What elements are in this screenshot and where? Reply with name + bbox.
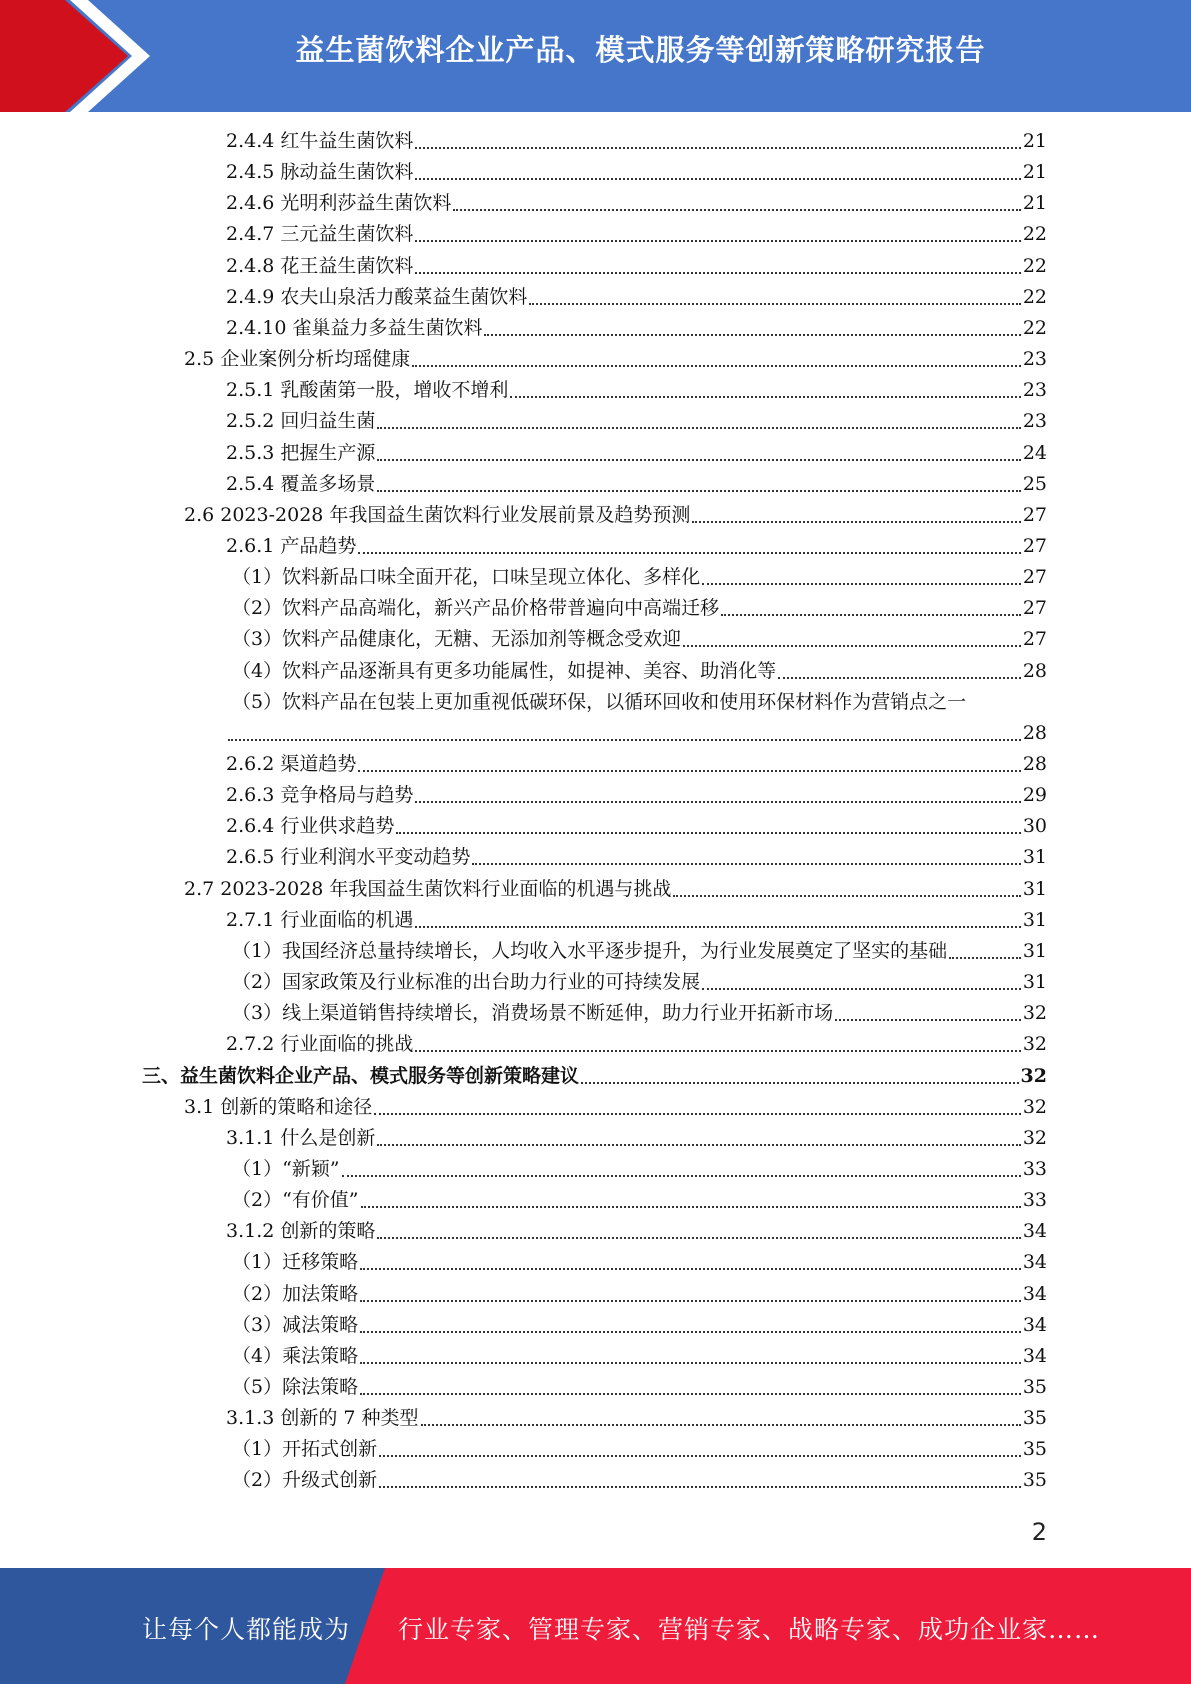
toc-entry-page: 33 [1022,1189,1047,1212]
toc-entry[interactable] [226,375,1047,406]
toc-leader-dots [835,1019,1021,1021]
toc-entry[interactable] [232,562,1047,593]
toc-entry[interactable] [184,500,1047,531]
toc-leader-dots [379,1455,1021,1457]
toc-entry[interactable] [232,1341,1047,1372]
toc-entry[interactable] [232,1154,1047,1185]
toc-leader-dots [510,396,1020,398]
toc-entry-page: 23 [1022,410,1047,433]
toc-entry-title: （2）加法策略 [232,1282,359,1305]
toc-entry-title: 2.7.1 行业面临的机遇 [226,908,414,931]
toc-entry-title: （4）饮料产品逐渐具有更多功能属性，如提神、美容、助消化等 [232,659,777,682]
toc-entry[interactable] [226,406,1047,437]
toc-entry-page: 32 [1022,1033,1047,1056]
toc-entry[interactable] [226,718,1047,749]
toc-entry-title: 2.6.1 产品趋势 [226,534,357,557]
toc-entry[interactable] [232,1310,1047,1341]
toc-entry-page: 22 [1022,254,1047,277]
report-title: 益生菌饮料企业产品、模式服务等创新策略研究报告 [295,33,986,67]
toc-entry-title: 2.4.8 花王益生菌饮料 [226,254,414,277]
toc-entry-page: 27 [1022,628,1047,651]
toc-leader-dots [484,334,1020,336]
toc-entry-page: 32 [1022,1095,1047,1118]
toc-leader-dots [360,1268,1021,1270]
toc-entry-title: （2）升级式创新 [232,1469,378,1492]
toc-entry-page: 35 [1022,1469,1047,1492]
toc-entry-page: 35 [1022,1376,1047,1398]
toc-entry[interactable] [226,1403,1047,1434]
toc-entry[interactable] [184,344,1047,375]
toc-entry-page: 35 [1022,1438,1047,1461]
toc-entry-title: 2.6.5 行业利润水平变动趋势 [226,846,471,869]
toc-entry-title: 三、益生菌饮料企业产品、模式服务等创新策略建议 [142,1064,580,1087]
toc-entry-page: 27 [1022,566,1047,589]
toc-entry-page: 34 [1022,1282,1047,1305]
toc-entry-page: 28 [1022,721,1047,744]
toc-entry-page: 21 [1022,192,1047,215]
toc-entry[interactable] [226,1123,1047,1154]
toc-entry[interactable] [226,438,1047,469]
toc-entry-page: 32 [1022,1126,1047,1149]
toc-entry[interactable] [142,1061,1047,1092]
toc-entry[interactable] [226,1029,1047,1060]
toc-leader-dots [377,427,1020,429]
toc-entry[interactable] [232,1185,1047,1216]
toc-leader-dots [342,1175,1021,1177]
toc-leader-dots [377,490,1020,492]
toc-leader-dots [673,895,1020,897]
toc-entry-title: （3）饮料产品健康化，无糖、无添加剂等概念受欢迎 [232,628,682,651]
toc-leader-dots [396,832,1020,834]
toc-entry[interactable] [226,219,1047,250]
toc-leader-dots [360,1331,1021,1333]
toc-entry-title: 2.6.3 竞争格局与趋势 [226,784,414,807]
toc-entry[interactable] [232,998,1047,1029]
toc-entry[interactable] [232,1247,1047,1278]
toc-entry-title: 2.7 2023-2028 年我国益生菌饮料行业面临的机遇与挑战 [184,877,672,900]
toc-leader-dots [377,1144,1020,1146]
toc-leader-dots [360,1300,1021,1302]
toc-entry-title: 2.5 企业案例分析均瑶健康 [184,348,411,371]
toc-leader-dots [228,739,1021,741]
toc-leader-dots [374,1113,1021,1115]
page-footer [0,1568,1191,1684]
toc-entry-title: （5）饮料产品在包装上更加重视低碳环保，以循环回收和使用环保材料作为营销点之一 [232,690,967,713]
toc-entry[interactable] [226,188,1047,219]
toc-entry-title: （4）乘法策略 [232,1344,359,1367]
toc-entry-title: 3.1 创新的策略和途径 [184,1095,373,1118]
toc-entry[interactable] [226,749,1047,780]
toc-entry-title: 2.5.1 乳酸菌第一股，增收不增利 [226,379,509,402]
toc-entry[interactable] [232,593,1047,624]
toc-entry-title: （5）除法策略 [232,1376,359,1398]
toc-entry-page: 29 [1022,784,1047,807]
toc-entry-page: 27 [1022,597,1047,620]
toc-entry-title: （1）开拓式创新 [232,1438,378,1461]
toc-entry-page: 28 [1022,753,1047,775]
toc-leader-dots [358,552,1020,554]
toc-leader-dots [453,209,1020,211]
toc-leader-dots [415,272,1020,274]
toc-entry-title: 2.4.6 光明利莎益生菌饮料 [226,192,452,215]
toc-entry-page: 27 [1022,503,1047,526]
toc-entry-title: （3）线上渠道销售持续增长，消费场景不断延伸，助力行业开拓新市场 [232,1002,834,1025]
toc-entry[interactable] [232,1434,1047,1465]
toc-entry-title: 2.4.10 雀巢益力多益生菌饮料 [226,316,483,339]
toc-entry[interactable] [226,905,1047,936]
toc-entry[interactable] [226,126,1047,157]
toc-entry-page: 34 [1022,1220,1047,1243]
toc-leader-dots [361,1206,1021,1208]
toc-entry-page: 22 [1022,285,1047,308]
toc-entry-title: 2.5.3 把握生产源 [226,441,376,464]
toc-entry[interactable] [232,936,1047,967]
toc-entry-page: 23 [1022,379,1047,402]
toc-entry[interactable] [232,687,1047,718]
toc-entry-title: （1）“新颖” [232,1157,340,1180]
toc-entry-page: 34 [1022,1251,1047,1274]
toc-entry-page: 22 [1022,316,1047,339]
toc-leader-dots [778,677,1021,679]
toc-entry[interactable] [232,624,1047,655]
toc-entry-page: 22 [1022,223,1047,246]
toc-leader-dots [421,1424,1021,1426]
toc-entry-title: （2）“有价值” [232,1189,359,1212]
toc-entry[interactable] [226,157,1047,188]
toc-leader-dots [415,178,1020,180]
toc-entry-title: （2）国家政策及行业标准的出台助力行业的可持续发展 [232,971,701,994]
toc-entry-page: 35 [1022,1407,1047,1430]
toc-leader-dots [529,303,1020,305]
toc-entry-title: 3.1.1 什么是创新 [226,1126,376,1149]
toc-entry-page: 21 [1022,130,1047,152]
toc-entry-title: 2.7.2 行业面临的挑战 [226,1033,414,1056]
toc-leader-dots [415,240,1020,242]
toc-entry-title: 2.5.4 覆盖多场景 [226,472,376,495]
toc-entry[interactable] [226,842,1047,873]
toc-entry-title: 2.4.4 红牛益生菌饮料 [226,130,414,152]
toc-leader-dots [360,1362,1021,1364]
toc-leader-dots [692,521,1020,523]
toc-leader-dots [415,147,1020,149]
toc-entry[interactable] [226,531,1047,562]
toc-entry-page: 32 [1020,1064,1047,1087]
toc-entry-title: 2.4.7 三元益生菌饮料 [226,223,414,246]
footer-slogan-left: 让每个人都能成为 [142,1615,351,1644]
toc-entry[interactable] [232,1372,1047,1403]
toc-entry[interactable] [232,656,1047,687]
toc-leader-dots [415,1050,1020,1052]
toc-leader-dots [581,1082,1019,1084]
toc-entry-page: 27 [1022,534,1047,557]
toc-entry-page: 34 [1022,1313,1047,1336]
toc-leader-dots [412,365,1021,367]
toc-entry-page: 31 [1022,908,1047,931]
toc-leader-dots [358,770,1020,772]
toc-entry-page: 31 [1022,939,1047,962]
toc-leader-dots [683,645,1021,647]
toc-entry-page: 31 [1022,846,1047,869]
toc-entry[interactable] [226,780,1047,811]
footer-slogan-right: 行业专家、管理专家、营销专家、战略专家、成功企业家…… [398,1615,1101,1644]
toc-entry-page: 25 [1022,472,1047,495]
toc-entry[interactable] [232,1279,1047,1310]
toc-entry[interactable] [232,967,1047,998]
toc-entry-title: 2.6 2023-2028 年我国益生菌饮料行业发展前景及趋势预测 [184,503,691,526]
toc-entry-page: 31 [1022,971,1047,994]
toc-entry-title: （1）我国经济总量持续增长，人均收入水平逐步提升，为行业发展奠定了坚实的基础 [232,939,948,962]
toc-entry-page: 34 [1022,1344,1047,1367]
toc-entry-title: （3）减法策略 [232,1313,359,1336]
toc-entry[interactable] [226,811,1047,842]
toc-entry-page: 31 [1022,877,1047,900]
toc-leader-dots [379,1486,1021,1488]
toc-leader-dots [415,801,1020,803]
toc-entry[interactable] [184,874,1047,905]
page-number: 2 [1031,1518,1047,1546]
page-header [0,0,1191,112]
toc-entry-page: 33 [1022,1157,1047,1180]
toc-entry[interactable] [232,1465,1047,1496]
toc-leader-dots [472,863,1020,865]
toc-leader-dots [949,957,1021,959]
toc-entry-page: 32 [1022,1002,1047,1025]
toc-entry-title: 3.1.2 创新的策略 [226,1220,376,1243]
toc-entry-title: 2.5.2 回归益生菌 [226,410,376,433]
toc-entry-page: 24 [1022,441,1047,464]
toc-entry[interactable] [226,313,1047,344]
toc-entry[interactable] [184,1092,1047,1123]
toc-entry[interactable] [226,251,1047,282]
toc-leader-dots [702,988,1021,990]
toc-entry-title: （2）饮料产品高端化，新兴产品价格带普遍向中高端迁移 [232,597,720,620]
toc-leader-dots [377,459,1020,461]
toc-entry-page: 21 [1022,161,1047,184]
toc-entry[interactable] [226,1216,1047,1247]
toc-entry-title: 3.1.3 创新的 7 种类型 [226,1407,419,1430]
toc-entry-title: 2.4.9 农夫山泉活力酸菜益生菌饮料 [226,285,528,308]
toc-leader-dots [415,926,1020,928]
toc-entry-title: 2.6.2 渠道趋势 [226,753,357,775]
toc-entry-title: （1）饮料新品口味全面开花，口味呈现立体化、多样化 [232,566,701,589]
toc-leader-dots [702,583,1021,585]
toc-entry[interactable] [226,469,1047,500]
toc-entry[interactable] [226,282,1047,313]
toc-entry-page: 30 [1022,815,1047,838]
toc-leader-dots [721,614,1021,616]
toc-entry-page: 23 [1022,348,1047,371]
toc-entry-title: （1）迁移策略 [232,1251,359,1274]
toc-entry-title: 2.4.5 脉动益生菌饮料 [226,161,414,184]
toc-entry-page: 28 [1022,659,1047,682]
toc-leader-dots [377,1237,1020,1239]
toc-entry-title: 2.6.4 行业供求趋势 [226,815,395,838]
toc-leader-dots [360,1393,1021,1395]
